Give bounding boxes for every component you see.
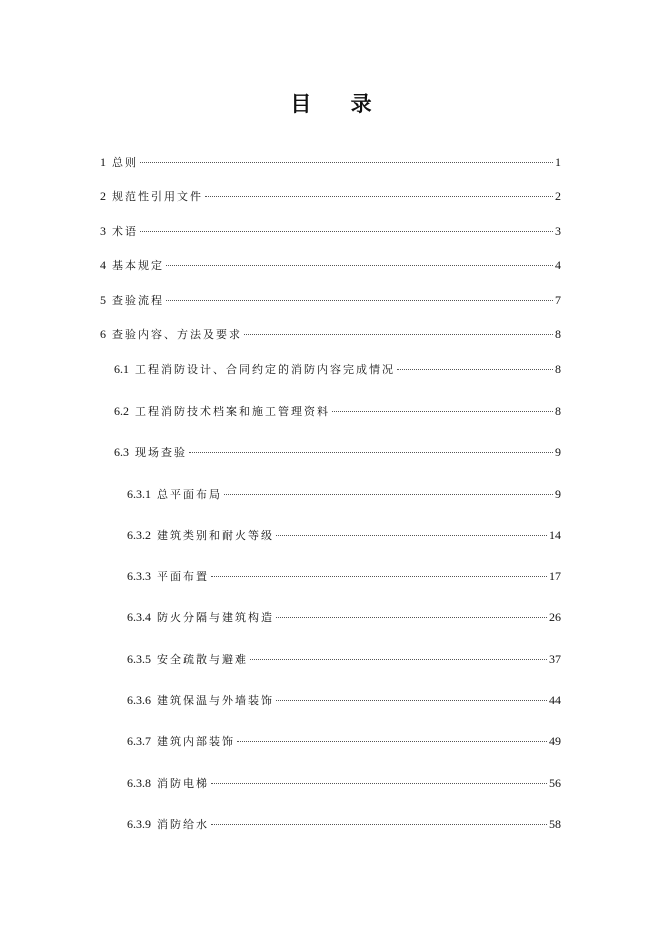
toc-entry-number: 6.2	[114, 404, 129, 418]
toc-dot-leader	[244, 334, 553, 335]
toc-title: 目 录	[290, 92, 388, 116]
toc-dot-leader	[189, 452, 553, 453]
toc-entry-number: 3	[100, 224, 106, 238]
toc-entry-page: 2	[555, 189, 561, 203]
toc-entry-text: 工程消防设计、合同约定的消防内容完成情况	[135, 363, 395, 376]
toc-entry[interactable]	[127, 816, 561, 832]
toc-entry-text: 查验流程	[112, 294, 164, 307]
toc-entry[interactable]	[127, 527, 561, 543]
toc-entry[interactable]	[127, 486, 561, 502]
toc-entry-page: 14	[549, 528, 561, 542]
toc-entry-number: 2	[100, 189, 106, 203]
toc-entry[interactable]	[127, 692, 561, 708]
toc-entry-page: 8	[555, 327, 561, 341]
toc-entry[interactable]	[100, 188, 561, 204]
toc-entry-page: 56	[549, 776, 561, 790]
toc-entry-page: 26	[549, 610, 561, 624]
toc-entry-page: 58	[549, 817, 561, 831]
toc-entry-page: 3	[555, 224, 561, 238]
toc-dot-leader	[276, 700, 547, 701]
toc-entry-text: 总则	[112, 156, 138, 169]
toc-entry[interactable]	[100, 292, 561, 308]
toc-entry-number: 6.3	[114, 445, 129, 459]
toc-entry-page: 1	[555, 155, 561, 169]
toc-entry-number: 6.3.3	[127, 569, 151, 583]
toc-entry[interactable]	[100, 257, 561, 273]
toc-entry-page: 37	[549, 652, 561, 666]
toc-entry-text: 消防电梯	[157, 777, 209, 790]
toc-dot-leader	[397, 369, 553, 370]
toc-entry-number: 6.1	[114, 362, 129, 376]
toc-entry[interactable]	[127, 733, 561, 749]
toc-entry[interactable]	[100, 223, 561, 239]
toc-entry[interactable]	[127, 775, 561, 791]
toc-dot-leader	[237, 741, 547, 742]
toc-entry-text: 术语	[112, 225, 138, 238]
toc-dot-leader	[211, 824, 547, 825]
toc-entry-text: 现场查验	[135, 446, 187, 459]
toc-entry-number: 6.3.9	[127, 817, 151, 831]
toc-entry-number: 6.3.6	[127, 693, 151, 707]
toc-entry-number: 6.3.4	[127, 610, 151, 624]
toc-entry-number: 6.3.5	[127, 652, 151, 666]
toc-entry[interactable]	[100, 154, 561, 170]
toc-entry-number: 6	[100, 327, 106, 341]
toc-entry-page: 17	[549, 569, 561, 583]
toc-dot-leader	[166, 265, 553, 266]
toc-entry-number: 6.3.2	[127, 528, 151, 542]
toc-entry[interactable]	[127, 651, 561, 667]
toc-entry-text: 防火分隔与建筑构造	[157, 611, 274, 624]
toc-entry-page: 8	[555, 362, 561, 376]
toc-dot-leader	[250, 659, 547, 660]
toc-entry[interactable]	[127, 609, 561, 625]
toc-dot-leader	[166, 300, 553, 301]
toc-entry-page: 44	[549, 693, 561, 707]
toc-entry-page: 9	[555, 487, 561, 501]
toc-dot-leader	[211, 783, 547, 784]
toc-entry-page: 7	[555, 293, 561, 307]
toc-entry-text: 工程消防技术档案和施工管理资料	[135, 405, 330, 418]
toc-dot-leader	[276, 535, 547, 536]
toc-entry-text: 建筑保温与外墙装饰	[157, 694, 274, 707]
toc-entry-text: 消防给水	[157, 818, 209, 831]
toc-entry-text: 安全疏散与避难	[157, 653, 248, 666]
toc-entry-text: 总平面布局	[157, 488, 222, 501]
toc-entry-text: 规范性引用文件	[112, 190, 203, 203]
toc-entry-text: 平面布置	[157, 570, 209, 583]
toc-dot-leader	[276, 617, 547, 618]
toc-dot-leader	[211, 576, 547, 577]
toc-entry-page: 49	[549, 734, 561, 748]
toc-entry-page: 9	[555, 445, 561, 459]
toc-dot-leader	[332, 411, 553, 412]
toc-dot-leader	[224, 494, 553, 495]
toc-entry-number: 4	[100, 258, 106, 272]
toc-entry[interactable]	[114, 361, 561, 377]
toc-entry-page: 8	[555, 404, 561, 418]
toc-entry-number: 1	[100, 155, 106, 169]
toc-entry[interactable]	[114, 444, 561, 460]
toc-entry-number: 6.3.8	[127, 776, 151, 790]
toc-dot-leader	[205, 196, 553, 197]
toc-entry[interactable]	[127, 568, 561, 584]
toc-entry-text: 查验内容、方法及要求	[112, 328, 242, 341]
toc-entry-text: 建筑类别和耐火等级	[157, 529, 274, 542]
toc-entry[interactable]	[114, 403, 561, 419]
toc-entry-text: 基本规定	[112, 259, 164, 272]
toc-entry-page: 4	[555, 258, 561, 272]
toc-dot-leader	[140, 231, 553, 232]
toc-entry-number: 5	[100, 293, 106, 307]
toc-entry[interactable]	[100, 326, 561, 342]
toc-dot-leader	[140, 162, 553, 163]
toc-entry-number: 6.3.1	[127, 487, 151, 501]
toc-entry-text: 建筑内部装饰	[157, 735, 235, 748]
toc-entry-number: 6.3.7	[127, 734, 151, 748]
